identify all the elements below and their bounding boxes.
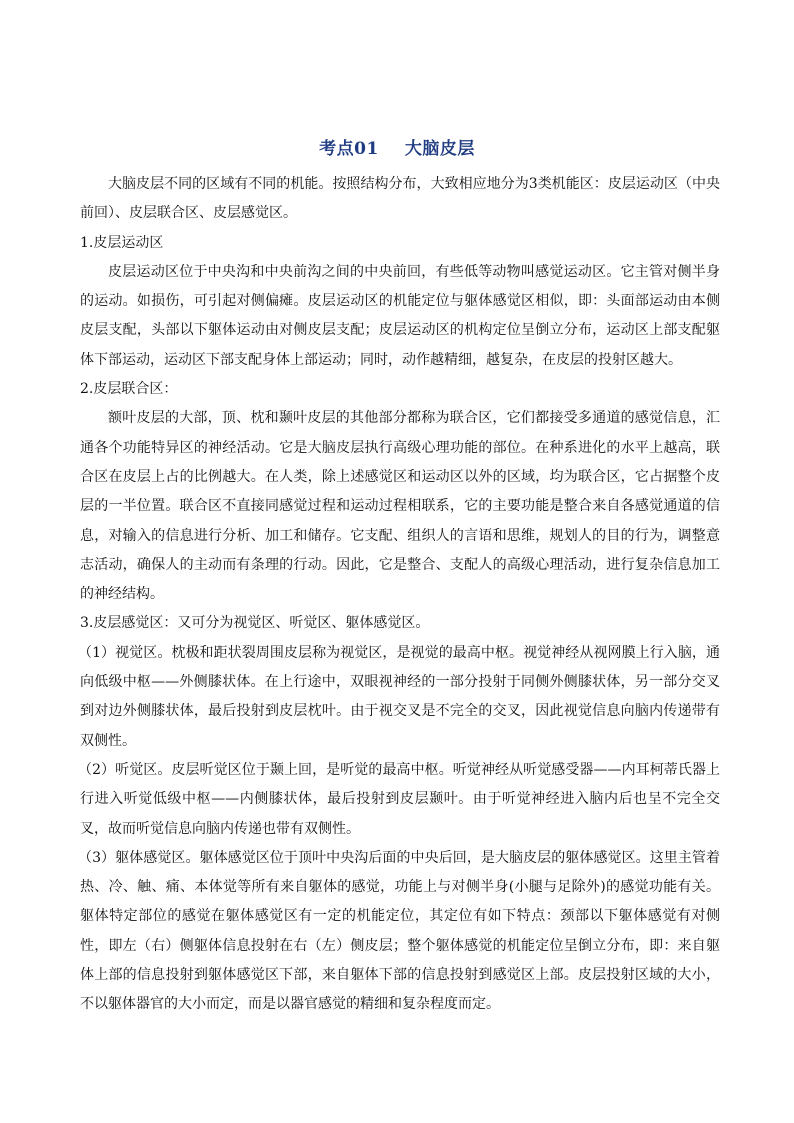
document-body (80, 170, 720, 1020)
intro-paragraph: 大脑皮层不同的区域有不同的机能。按照结构分布，大致相应地分为3类机能区：皮层运动区（中央前回）、皮层联合区、皮层感觉区。 (80, 176, 720, 222)
section-heading-sensory: 3.皮层感觉区：又可分为视觉区、听觉区、躯体感觉区。 (80, 615, 430, 632)
visual-area-paragraph: （1）视觉区。枕极和距状裂周围皮层称为视觉区，是视觉的最高中枢。视觉神经从视网膜上行入脑，通向低级中枢——外侧膝状体。在上行途中，双眼视神经的一部分投射于同侧外侧膝状体，另一部分交叉到对边外侧膝状体，最后投射到皮层枕叶。由于视交叉是不完全的交叉，因此视觉信息向脑内传递带有双侧性。 (78, 644, 720, 749)
section-heading-motor: 1.皮层运动区 (80, 234, 164, 251)
title-name: 大脑皮层 (404, 139, 475, 159)
section-heading-association: 2.皮层联合区： (80, 381, 178, 398)
title-prefix: 考点01 (319, 139, 379, 159)
auditory-area-paragraph: （2）听觉区。皮层听觉区位于颞上回，是听觉的最高中枢。听觉神经从听觉感受器——内耳柯蒂氏器上行进入听觉低级中枢——内侧膝状体，最后投射到皮层颞叶。由于听觉神经进入脑内后也呈不完全交叉，故而听觉信息向脑内传递也带有双侧性。 (78, 761, 720, 837)
association-paragraph: 额叶皮层的大部，顶、枕和颞叶皮层的其他部分都称为联合区，它们都接受多通道的感觉信息，汇通各个功能特异区的神经活动。它是大脑皮层执行高级心理功能的部位。在种系进化的水平上越高，联合区在皮层上占的比例越大。在人类，除上述感觉区和运动区以外的区域，均为联合区，它占据整个皮层的一半位置。联合区不直接同感觉过程和运动过程相联系，它的主要功能是整合来自各感觉通道的信息，对输入的信息进行分析、加工和储存。它支配、组织人的言语和思维，规划人的目的行为，调整意志活动，确保人的主动而有条理的行动。因此，它是整合、支配人的高级心理活动，进行复杂信息加工的神经结构。 (80, 410, 720, 603)
somatosensory-area-paragraph: （3）躯体感觉区。躯体感觉区位于顶叶中央沟后面的中央后回，是大脑皮层的躯体感觉区。这里主管着热、冷、触、痛、本体觉等所有来自躯体的感觉，功能上与对侧半身(小腿与足除外)的感觉功能有关。躯体特定部位的感觉在躯体感觉区有一定的机能定位，其定位有如下特点：颈部以下躯体感觉有对侧性，即左（右）侧躯体信息投射在右（左）侧皮层；整个躯体感觉的机能定位呈倒立分布，即：来自躯体上部的信息投射到躯体感觉区下部，来自躯体下部的信息投射到感觉区上部。皮层投射区域的大小，不以躯体器官的大小而定，而是以器官感觉的精细和复杂程度而定。 (78, 849, 720, 1013)
motor-paragraph: 皮层运动区位于中央沟和中央前沟之间的中央前回，有些低等动物叫感觉运动区。它主管对侧半身的运动。如损伤，可引起对侧偏瘫。皮层运动区的机能定位与躯体感觉区相似，即：头面部运动由本侧皮层支配，头部以下躯体运动由对侧皮层支配；皮层运动区的机构定位呈倒立分布，运动区上部支配躯体下部运动，运动区下部支配身体上部运动；同时，动作越精细，越复杂，在皮层的投射区越大。 (80, 263, 720, 368)
page-title (0, 134, 794, 159)
